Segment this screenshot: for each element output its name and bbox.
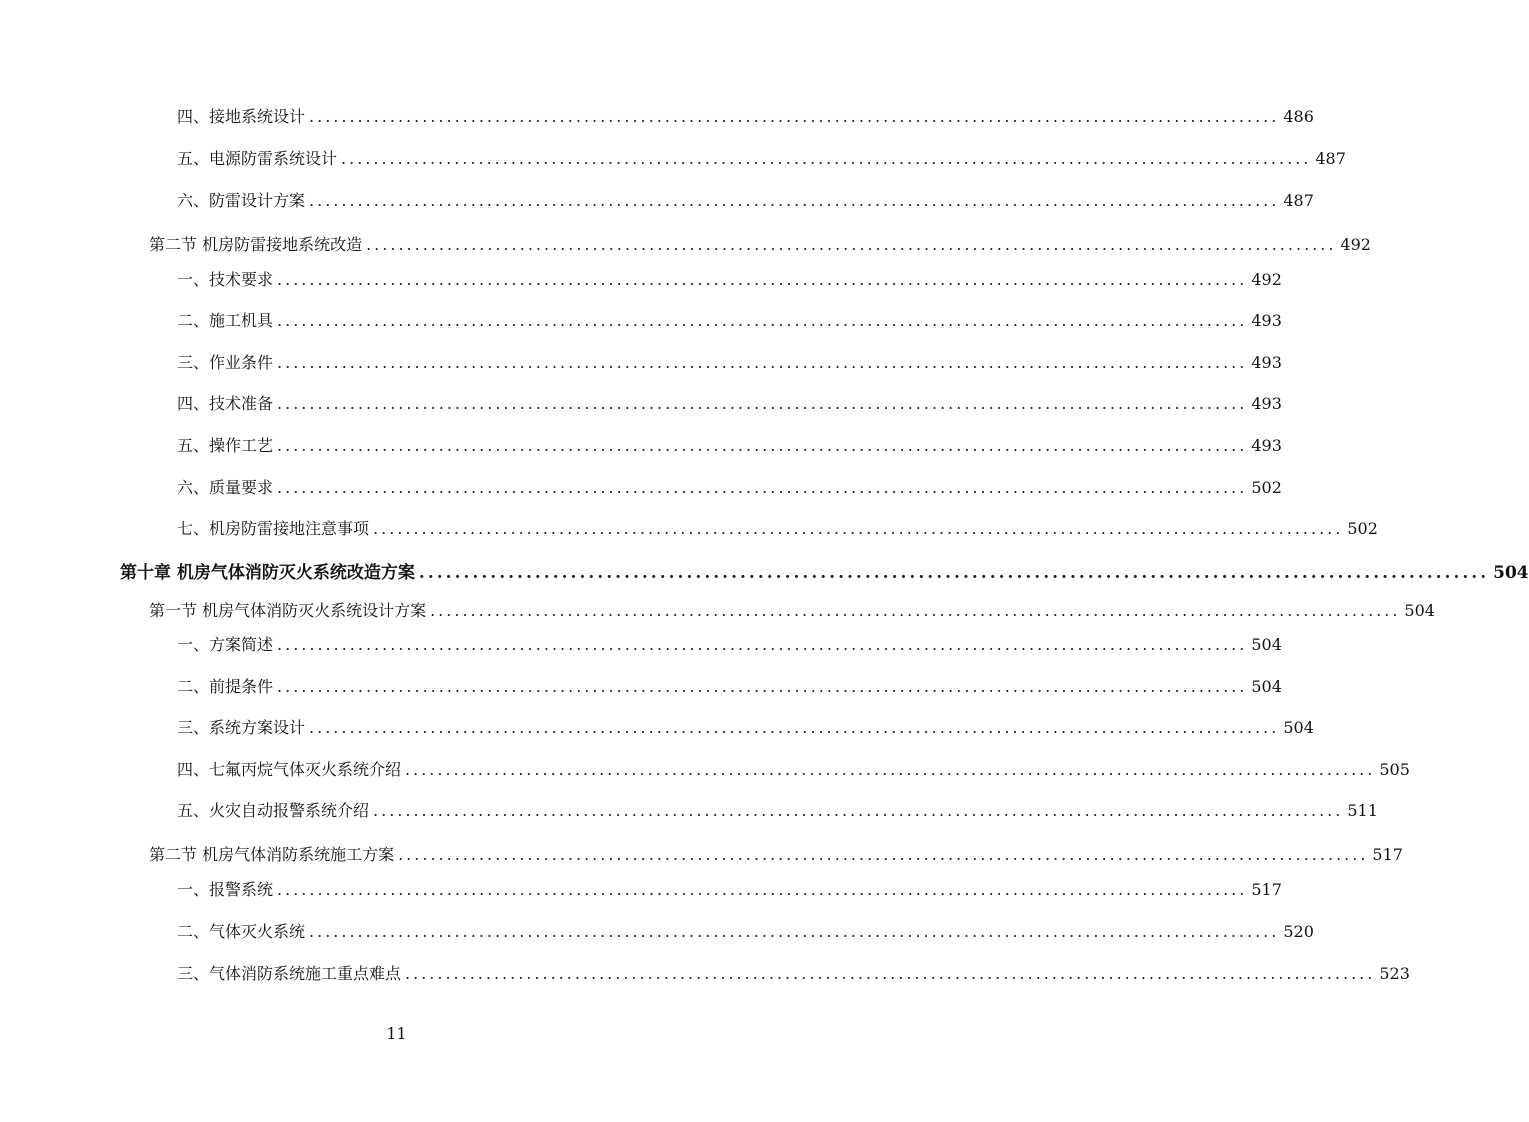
toc-entry-title: 二、施工机具 bbox=[177, 311, 274, 330]
toc-entry-title: 一、技术要求 bbox=[177, 270, 274, 289]
toc-entry-page-number: 505 bbox=[1379, 760, 1410, 779]
toc-entry-title: 三、系统方案设计 bbox=[177, 718, 306, 737]
toc-entry-section[interactable] bbox=[149, 845, 1403, 865]
toc-entry-page-number: 504 bbox=[1404, 601, 1435, 620]
toc-entry-section[interactable] bbox=[149, 601, 1435, 621]
dot-leader: ........................................................................................................................ bbox=[366, 235, 1337, 254]
toc-entry-section[interactable] bbox=[149, 235, 1371, 255]
toc-entry-page-number: 504 bbox=[1493, 563, 1529, 583]
toc-entry-title: 五、火灾自动报警系统介绍 bbox=[177, 801, 370, 820]
toc-entry-title: 四、技术准备 bbox=[177, 394, 274, 413]
dot-leader: ........................................................................................................................ bbox=[309, 191, 1280, 210]
toc-entry-title: 一、报警系统 bbox=[177, 880, 274, 899]
toc-entry-page-number: 517 bbox=[1251, 880, 1282, 899]
toc-entry-item[interactable] bbox=[177, 677, 1282, 697]
dot-leader: ........................................................................................................................ bbox=[277, 394, 1248, 413]
toc-entry-item[interactable] bbox=[177, 635, 1282, 655]
toc-entry-title: 六、防雷设计方案 bbox=[177, 191, 306, 210]
toc-entry-title: 一、方案简述 bbox=[177, 635, 274, 654]
dot-leader: ........................................................................................................................ bbox=[398, 845, 1369, 864]
toc-entry-page-number: 517 bbox=[1372, 845, 1403, 864]
toc-entry-title: 六、质量要求 bbox=[177, 478, 274, 497]
toc-entry-item[interactable] bbox=[177, 353, 1282, 373]
toc-entry-page-number: 502 bbox=[1347, 519, 1378, 538]
toc-entry-page-number: 520 bbox=[1283, 922, 1314, 941]
dot-leader: ........................................................................................................................ bbox=[277, 880, 1248, 899]
toc-entry-page-number: 486 bbox=[1283, 107, 1314, 126]
toc-entry-title: 三、作业条件 bbox=[177, 353, 274, 372]
toc-entry-page-number: 493 bbox=[1251, 394, 1282, 413]
toc-entry-title: 第二节 机房气体消防系统施工方案 bbox=[149, 845, 395, 864]
dot-leader: ........................................................................................................................ bbox=[309, 922, 1280, 941]
toc-entry-item[interactable] bbox=[177, 107, 1314, 127]
toc-entry-page-number: 487 bbox=[1315, 149, 1346, 168]
toc-entry-page-number: 523 bbox=[1379, 964, 1410, 983]
toc-entry-page-number: 493 bbox=[1251, 311, 1282, 330]
toc-entry-page-number: 511 bbox=[1347, 801, 1378, 820]
dot-leader: ........................................................................................................................ bbox=[309, 718, 1280, 737]
toc-entry-item[interactable] bbox=[177, 760, 1410, 780]
toc-entry-title: 第一节 机房气体消防灭火系统设计方案 bbox=[149, 601, 427, 620]
toc-entry-item[interactable] bbox=[177, 311, 1282, 331]
dot-leader: ........................................................................................................................ bbox=[277, 635, 1248, 654]
page-number: 11 bbox=[386, 1024, 407, 1043]
toc-entry-item[interactable] bbox=[177, 801, 1378, 821]
toc-entry-title: 第十章 机房气体消防灭火系统改造方案 bbox=[120, 563, 415, 583]
toc-entry-title: 三、气体消防系统施工重点难点 bbox=[177, 964, 402, 983]
dot-leader: ........................................................................................................................ bbox=[405, 964, 1376, 983]
toc-entry-page-number: 502 bbox=[1251, 478, 1282, 497]
toc-entry-item[interactable] bbox=[177, 394, 1282, 414]
dot-leader: ........................................................................................................................ bbox=[277, 677, 1248, 696]
toc-entry-item[interactable] bbox=[177, 964, 1410, 984]
dot-leader: ........................................................................................................................ bbox=[373, 519, 1344, 538]
toc-entry-item[interactable] bbox=[177, 270, 1282, 290]
toc-entry-title: 四、接地系统设计 bbox=[177, 107, 306, 126]
dot-leader: ........................................................................................................................ bbox=[277, 311, 1248, 330]
toc-entry-title: 二、前提条件 bbox=[177, 677, 274, 696]
toc-entry-title: 五、电源防雷系统设计 bbox=[177, 149, 338, 168]
dot-leader: ........................................................................................................................ bbox=[405, 760, 1376, 779]
toc-entry-item[interactable] bbox=[177, 478, 1282, 498]
toc-entry-page-number: 493 bbox=[1251, 436, 1282, 455]
toc-entry-page-number: 492 bbox=[1251, 270, 1282, 289]
toc-entry-item[interactable] bbox=[177, 436, 1282, 456]
toc-entry-page-number: 504 bbox=[1251, 677, 1282, 696]
toc-entry-item[interactable] bbox=[177, 880, 1282, 900]
toc-entry-chapter[interactable] bbox=[120, 563, 1529, 583]
toc-entry-item[interactable] bbox=[177, 149, 1346, 169]
toc-entry-page-number: 492 bbox=[1340, 235, 1371, 254]
toc-entry-page-number: 504 bbox=[1251, 635, 1282, 654]
toc-entry-item[interactable] bbox=[177, 191, 1314, 211]
toc-entry-title: 七、机房防雷接地注意事项 bbox=[177, 519, 370, 538]
dot-leader: ........................................................................................................................ bbox=[430, 601, 1401, 620]
toc-entry-page-number: 487 bbox=[1283, 191, 1314, 210]
toc-entry-title: 二、气体灭火系统 bbox=[177, 922, 306, 941]
toc-entry-page-number: 493 bbox=[1251, 353, 1282, 372]
toc-entry-title: 五、操作工艺 bbox=[177, 436, 274, 455]
dot-leader: ........................................................................................................................ bbox=[418, 563, 1490, 583]
dot-leader: ........................................................................................................................ bbox=[309, 107, 1280, 126]
dot-leader: ........................................................................................................................ bbox=[341, 149, 1312, 168]
dot-leader: ........................................................................................................................ bbox=[373, 801, 1344, 820]
toc-entry-item[interactable] bbox=[177, 718, 1314, 738]
toc-entry-page-number: 504 bbox=[1283, 718, 1314, 737]
toc-entry-item[interactable] bbox=[177, 519, 1378, 539]
toc-entry-title: 第二节 机房防雷接地系统改造 bbox=[149, 235, 363, 254]
toc-entry-item[interactable] bbox=[177, 922, 1314, 942]
dot-leader: ........................................................................................................................ bbox=[277, 270, 1248, 289]
dot-leader: ........................................................................................................................ bbox=[277, 478, 1248, 497]
dot-leader: ........................................................................................................................ bbox=[277, 436, 1248, 455]
dot-leader: ........................................................................................................................ bbox=[277, 353, 1248, 372]
toc-entry-title: 四、七氟丙烷气体灭火系统介绍 bbox=[177, 760, 402, 779]
